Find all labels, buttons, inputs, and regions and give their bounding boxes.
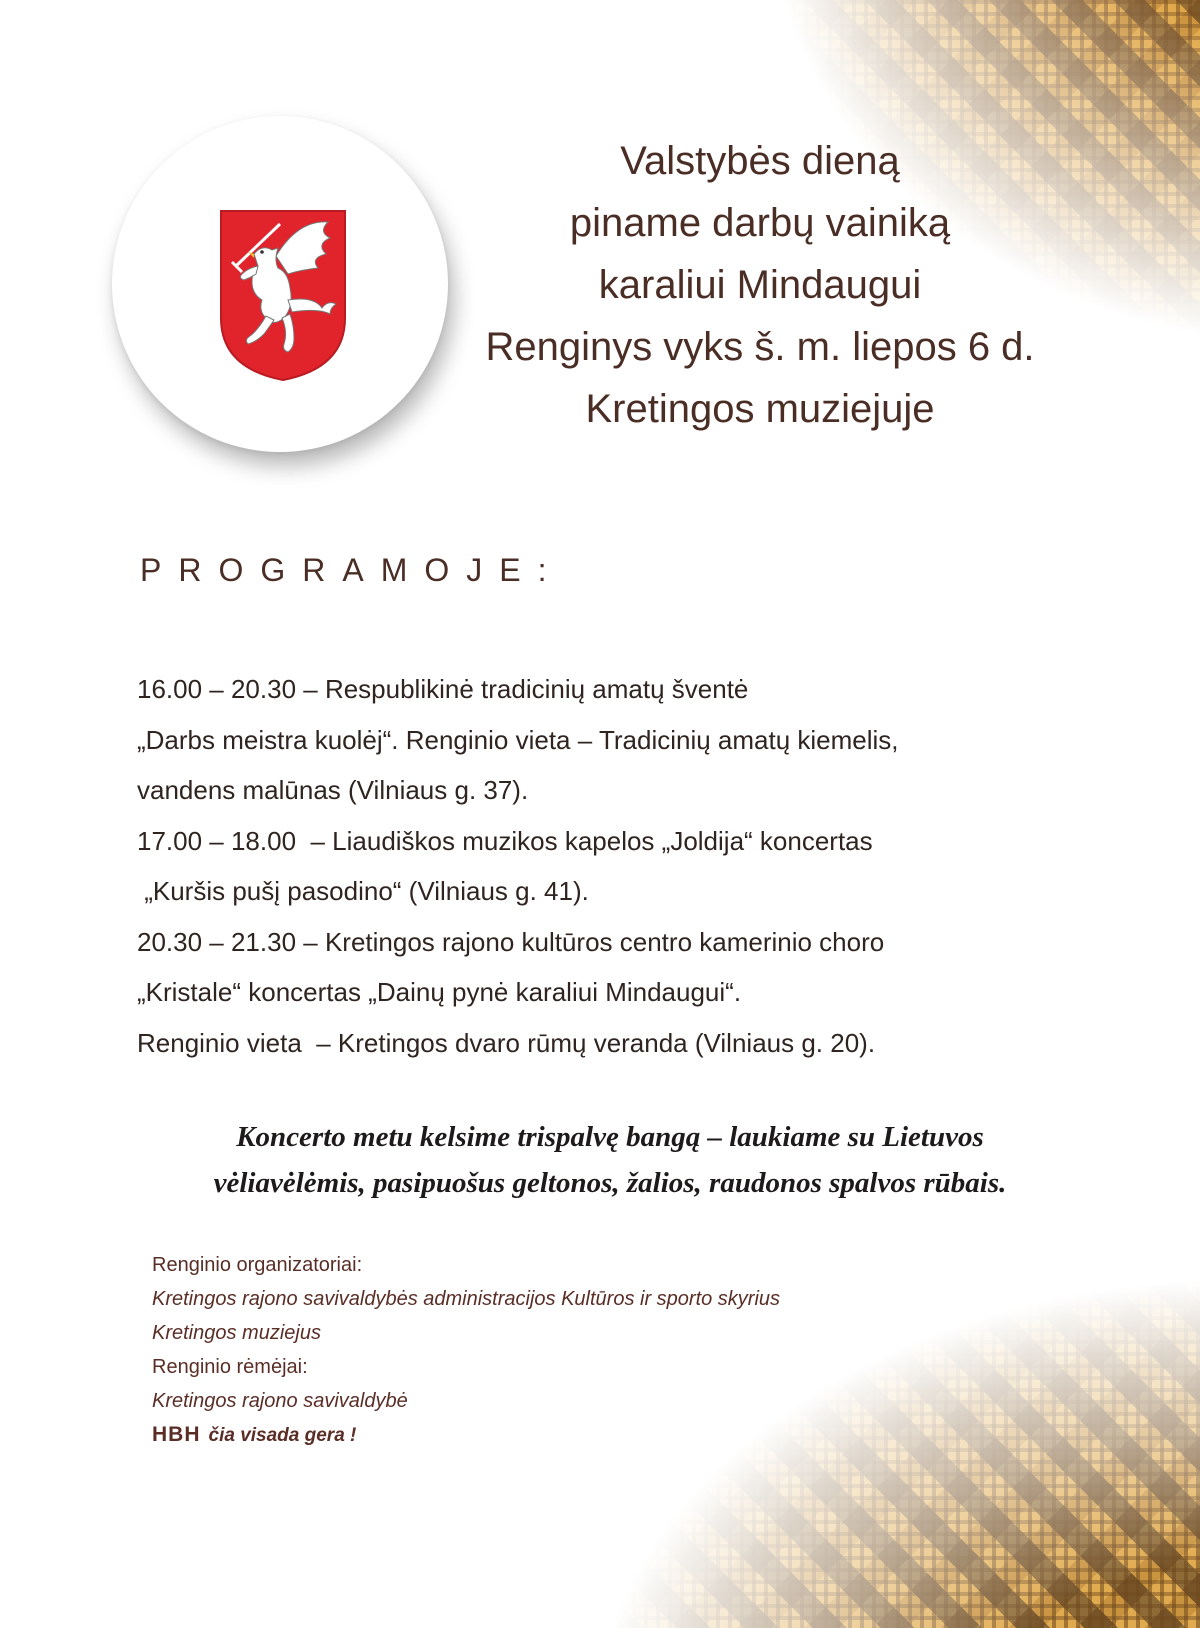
program-line: vandens malūnas (Vilniaus g. 37). [137, 775, 529, 805]
headline [430, 130, 1090, 440]
headline-line: Kretingos muziejuje [585, 387, 935, 431]
program-title: PROGRAMOJE: [140, 552, 564, 588]
call-line-1: Koncerto metu kelsime trispalvę bangą – laukiame su Lietuvos [236, 1121, 984, 1153]
coat-of-arms-griffin-icon [218, 208, 348, 383]
program-line: 20.30 – 21.30 – Kretingos rajono kultūros centro kamerinio choro [137, 926, 885, 957]
hbh-logo: HBH [152, 1423, 201, 1446]
credits [152, 1248, 780, 1453]
headline-line: piname darbų vainiką [569, 201, 951, 245]
sponsor-2 [152, 1418, 780, 1453]
call-line-2: vėliavėlėmis, pasipuošus geltonos, žalios, raudonos spalvos rūbais. [213, 1167, 1007, 1199]
headline-line: Renginys vyks š. m. liepos 6 d. [485, 325, 1035, 369]
headline-line: Valstybės dieną [620, 139, 900, 183]
hbh-slogan: čia visada gera ! [208, 1425, 357, 1446]
call-to-action [140, 1114, 1080, 1206]
organizer-1: Kretingos rajono savivaldybės administracijos Kultūros ir sporto skyrius [152, 1288, 781, 1310]
program-line: „Kuršis pušį pasodino“ (Vilniaus g. 41). [137, 876, 589, 906]
headline-line: karaliui Mindaugui [598, 263, 922, 307]
program-line: 16.00 – 20.30 – Respublikinė tradicinių amatų šventė [137, 674, 749, 704]
program-line: „Darbs meistra kuolėj“. Renginio vieta – Tradicinių amatų kiemelis, [137, 724, 899, 755]
organizer-2: Kretingos muziejus [152, 1322, 321, 1344]
program-line: „Kristale“ koncertas „Dainų pynė karaliui Mindaugui“. [137, 977, 742, 1007]
program-line: Renginio vieta – Kretingos dvaro rūmų veranda (Vilniaus g. 20). [137, 1027, 876, 1058]
sponsor-1: Kretingos rajono savivaldybė [152, 1390, 408, 1412]
program-line: 17.00 – 18.00 – Liaudiškos muzikos kapelos „Joldija“ koncertas [137, 825, 873, 856]
program-list [137, 664, 899, 1068]
sponsors-label: Renginio rėmėjai: [152, 1356, 308, 1378]
organizers-label: Renginio organizatoriai: [152, 1254, 363, 1276]
